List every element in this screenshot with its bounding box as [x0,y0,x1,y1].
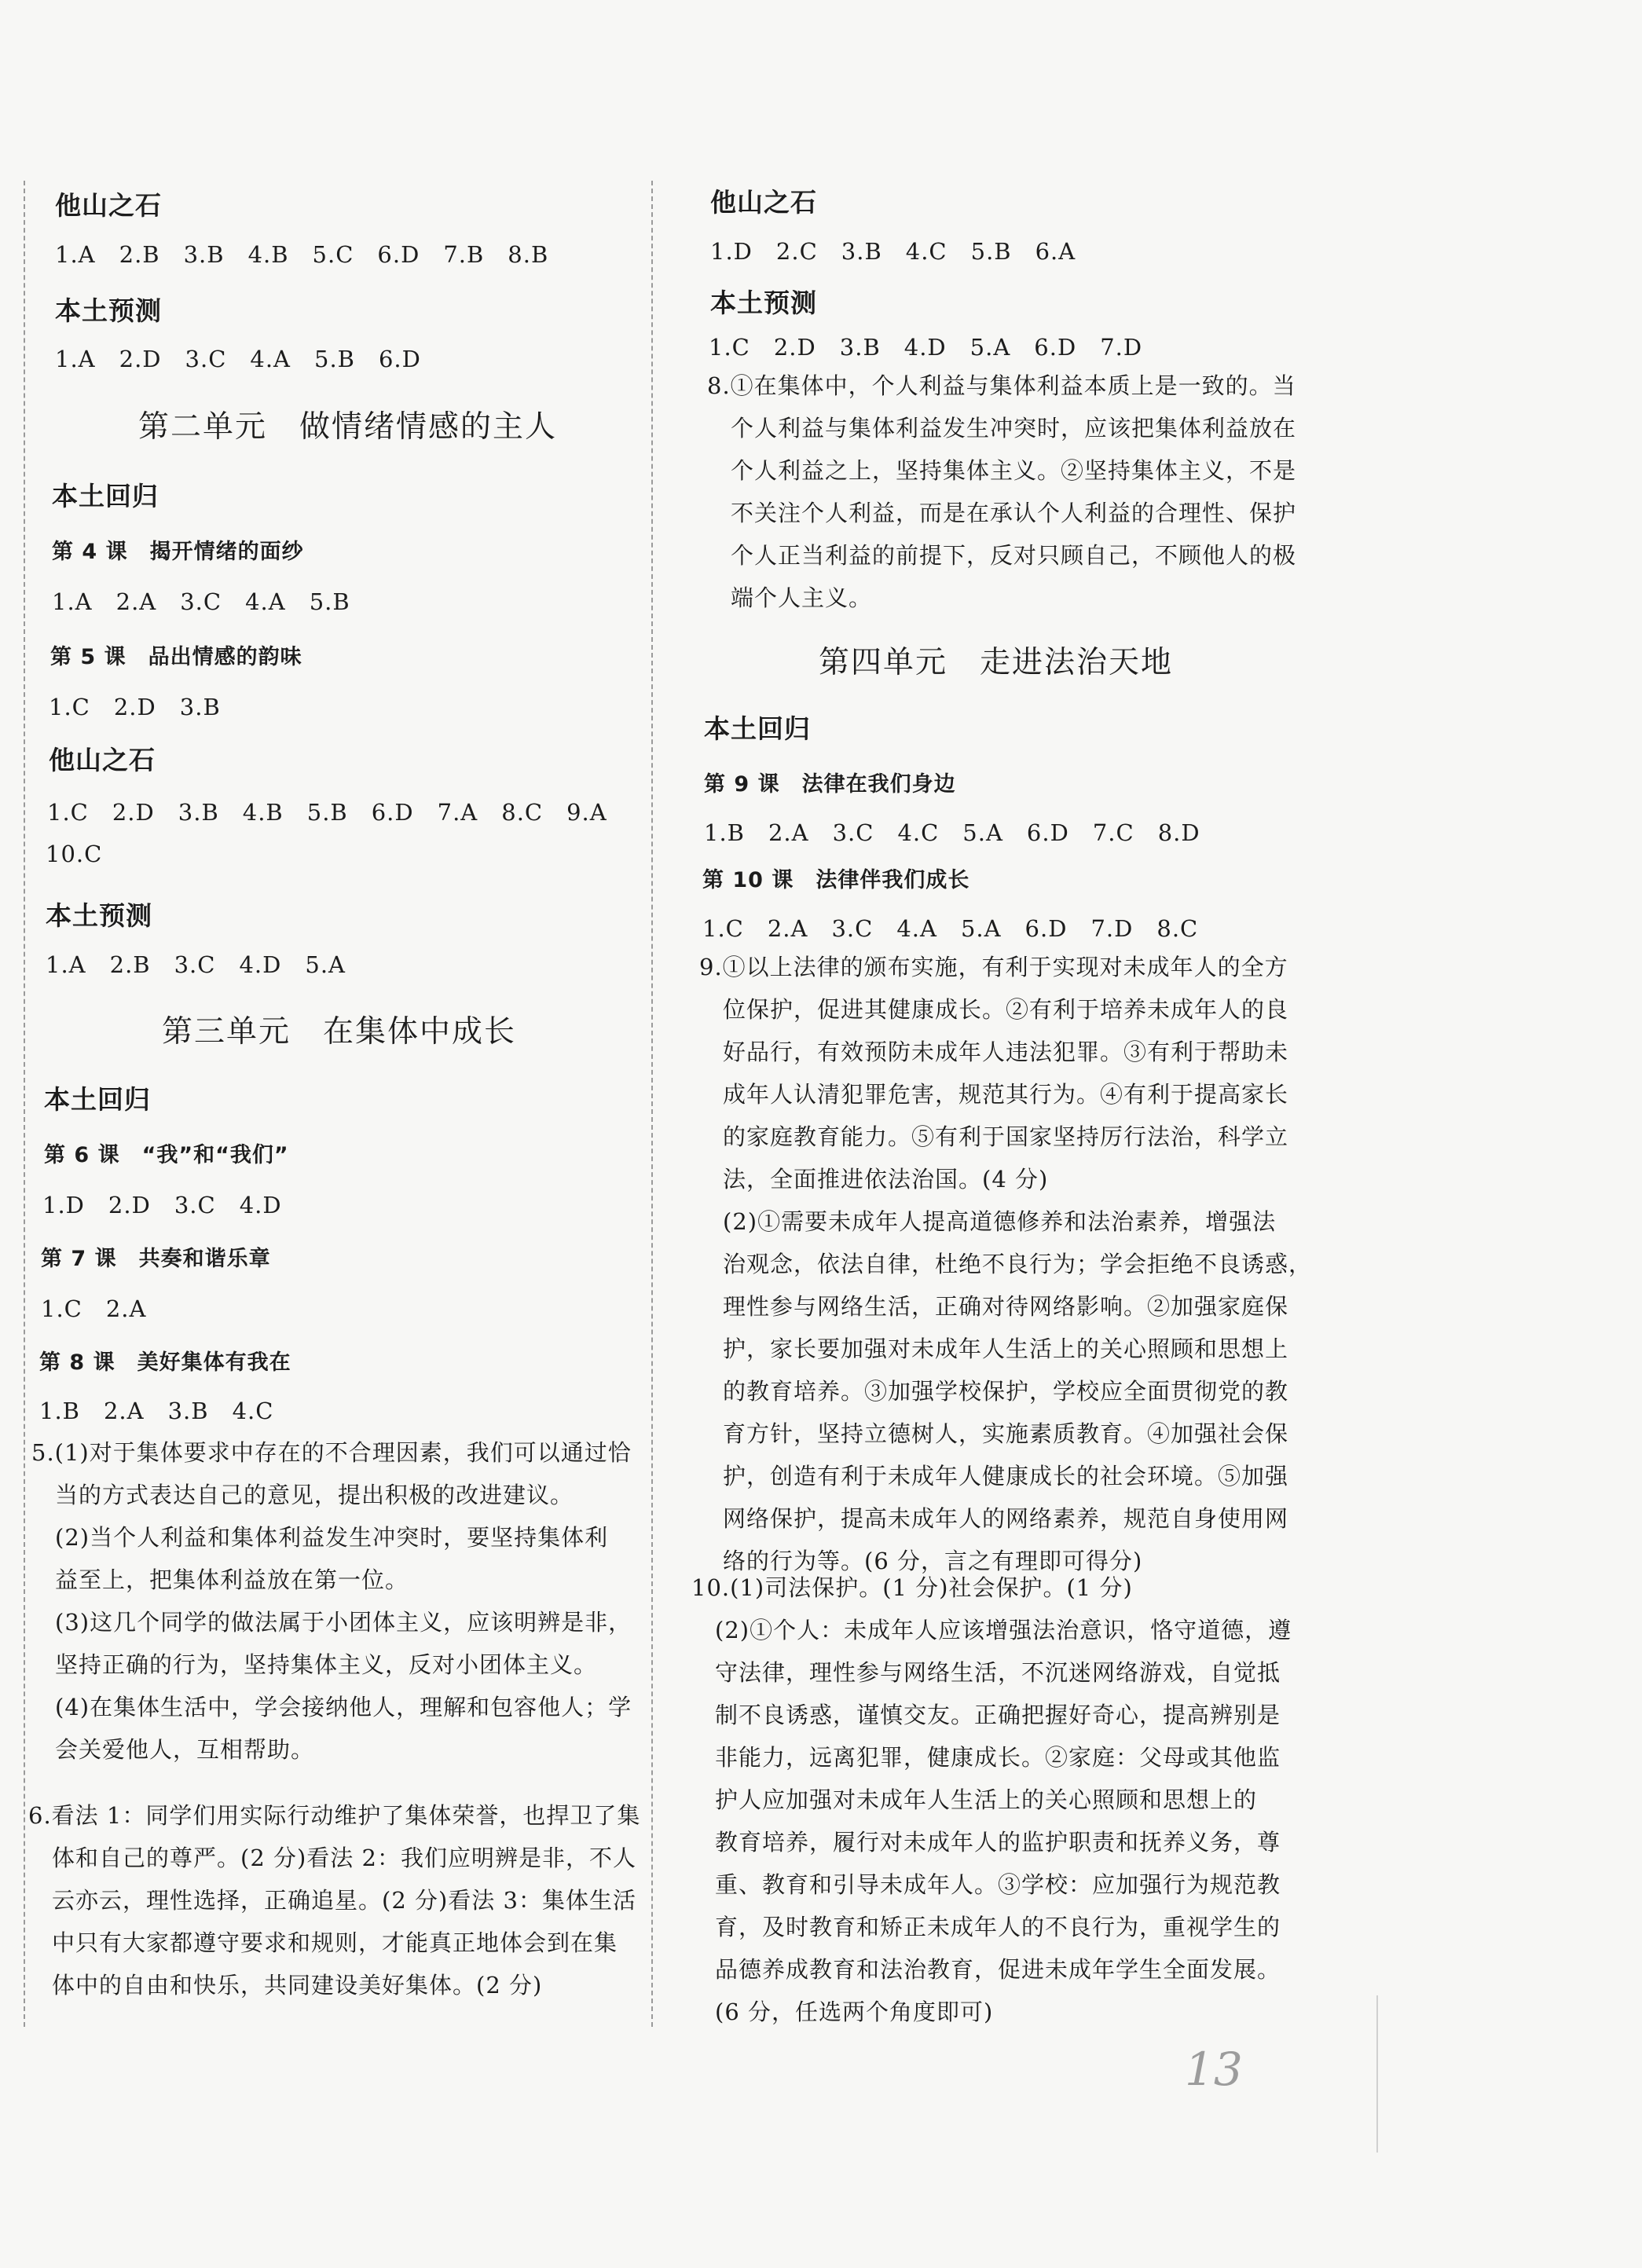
section-heading: 本土回归 [704,713,811,744]
lesson-title: 第 6 课 “我”和“我们” [44,1143,289,1167]
answer-line: 10.C [46,841,103,867]
text-line: 位保护，促进其健康成长。②有利于培养未成年人的良 [699,996,1289,1023]
lesson-title: 第 10 课 法律伴我们成长 [702,868,970,892]
text-line: 重、教育和引导未成年人。③学校：应加强行为规范教 [691,1871,1281,1898]
text-line: 护，家长要加强对未成年人生活上的关心照顾和思想上 [699,1336,1289,1362]
text-line: 理性参与网络生活，正确对待网络影响。②加强家庭保 [699,1293,1289,1320]
answer-line: 1.C 2.A 3.C 4.A 5.A 6.D 7.D 8.C [702,915,1199,942]
text-line: 制不良诱惑，谨慎交友。正确把握好奇心，提高辨别是 [691,1702,1281,1728]
answer-line: 1.C 2.A [41,1295,147,1322]
answer-line: 1.D 2.C 3.B 4.C 5.B 6.A [710,238,1076,265]
unit-title: 第四单元 走进法治天地 [819,645,1174,680]
text-line: 中只有大家都遵守要求和规则，才能真正地体会到在集 [28,1929,618,1956]
answer-line: 1.A 2.B 3.C 4.D 5.A [46,951,346,978]
answer-line: 1.D 2.D 3.C 4.D [42,1192,282,1218]
answer-line: 1.C 2.D 3.B 4.D 5.A 6.D 7.D [709,334,1143,361]
text-line: 非能力，远离犯罪，健康成长。②家庭：父母或其他监 [691,1744,1281,1771]
text-line: 成年人认清犯罪危害，规范其行为。④有利于提高家长 [699,1081,1289,1108]
text-line: 教育培养，履行对未成年人的监护职责和抚养义务，尊 [691,1829,1281,1856]
text-line: 益至上，把集体利益放在第一位。 [31,1566,409,1593]
answer-line: 1.B 2.A 3.C 4.C 5.A 6.D 7.C 8.D [704,819,1200,846]
text-line: 10.(1)司法保护。(1 分)社会保护。(1 分) [691,1574,1133,1601]
lesson-title: 第 4 课 揭开情绪的面纱 [52,540,304,564]
text-line: 不关注个人利益，而是在承认个人利益的合理性、保护 [707,500,1297,526]
text-line: 网络保护，提高未成年人的网络素养，规范自身使用网 [699,1505,1289,1532]
text-line: 6.看法 1：同学们用实际行动维护了集体荣誉，也捍卫了集 [28,1802,641,1829]
column-divider [651,181,653,2027]
text-line: 坚持正确的行为，坚持集体主义，反对小团体主义。 [31,1651,598,1678]
text-line: 会关爱他人，互相帮助。 [31,1736,315,1763]
text-line: 体中的自由和快乐，共同建设美好集体。(2 分) [28,1972,543,1999]
section-heading: 他山之石 [55,190,162,221]
text-line: 守法律，理性参与网络生活，不沉迷网络游戏，自觉抵 [691,1659,1281,1686]
unit-title: 第三单元 在集体中成长 [162,1014,517,1050]
text-line: 络的行为等。(6 分，言之有理即可得分) [699,1548,1143,1574]
text-line: 护，创造有利于未成年人健康成长的社会环境。⑤加强 [699,1463,1289,1489]
right-margin-line [1376,1995,1378,2153]
text-line: 育，及时教育和矫正未成年人的不良行为，重视学生的 [691,1914,1281,1940]
left-margin-divider [24,181,25,2027]
text-line: (6 分，任选两个角度即可) [691,1999,994,2025]
text-line: 当的方式表达自己的意见，提出积极的改进建议。 [31,1482,574,1508]
text-line: 的教育培养。③加强学校保护，学校应全面贯彻党的教 [699,1378,1289,1405]
text-line: 8.①在集体中，个人利益与集体利益本质上是一致的。当 [707,372,1296,399]
text-line: (2)①需要未成年人提高道德修养和法治素养，增强法 [699,1208,1277,1235]
text-line: 护人应加强对未成年人生活上的关心照顾和思想上的 [691,1786,1258,1813]
section-heading: 本土回归 [44,1084,151,1115]
text-line: 体和自己的尊严。(2 分)看法 2：我们应明辨是非，不人 [28,1845,636,1871]
text-line: (4)在集体生活中，学会接纳他人，理解和包容他人；学 [31,1694,632,1720]
lesson-title: 第 8 课 美好集体有我在 [39,1350,291,1375]
text-line: 5.(1)对于集体要求中存在的不合理因素，我们可以通过恰 [31,1439,632,1466]
section-heading: 本土预测 [710,288,817,318]
text-line: (3)这几个同学的做法属于小团体主义，应该明辨是非， [31,1609,632,1636]
text-line: 的家庭教育能力。⑤有利于国家坚持厉行法治，科学立 [699,1123,1289,1150]
text-line: 个人正当利益的前提下，反对只顾自己，不顾他人的极 [707,542,1297,569]
question-8-answer [707,365,1351,619]
section-heading: 本土预测 [46,900,152,931]
answer-line: 1.C 2.D 3.B 4.B 5.B 6.D 7.A 8.C 9.A [47,799,607,826]
text-line: 个人利益之上，坚持集体主义。②坚持集体主义，不是 [707,457,1297,484]
answer-line: 1.A 2.A 3.C 4.A 5.B [52,588,350,615]
page-number: 13 [1185,2043,1243,2096]
section-heading: 本土预测 [55,295,162,326]
section-heading: 本土回归 [52,481,159,511]
lesson-title: 第 7 课 共奏和谐乐章 [41,1247,271,1271]
answer-line: 1.C 2.D 3.B [49,694,221,720]
answer-line: 1.A 2.B 3.B 4.B 5.C 6.D 7.B 8.B [55,241,549,268]
text-line: (2)①个人：未成年人应该增强法治意识，恪守道德，遵 [691,1617,1292,1643]
text-line: 好品行，有效预防未成年人违法犯罪。③有利于帮助未 [699,1039,1289,1065]
lesson-title: 第 9 课 法律在我们身边 [704,772,956,797]
section-heading: 他山之石 [49,745,156,775]
text-line: 治观念，依法自律，杜绝不良行为；学会拒绝不良诱惑， [699,1251,1313,1277]
text-line: 9.①以上法律的颁布实施，有利于实现对未成年人的全方 [699,954,1288,980]
text-line: 个人利益与集体利益发生冲突时，应该把集体利益放在 [707,415,1297,442]
question-9-answer [699,946,1351,1582]
lesson-title: 第 5 课 品出情感的韵味 [50,645,302,669]
question-10-answer [691,1566,1351,2033]
question-6-answer [28,1794,644,2006]
text-line: 育方针，坚持立德树人，实施素质教育。④加强社会保 [699,1420,1289,1447]
section-heading: 他山之石 [710,187,817,218]
unit-title: 第二单元 做情绪情感的主人 [138,409,558,445]
text-line: 品德养成教育和法治教育，促进未成年学生全面发展。 [691,1956,1281,1983]
text-line: 端个人主义。 [707,584,873,611]
question-5-answer [31,1431,644,1771]
text-line: 云亦云，理性选择，正确追星。(2 分)看法 3：集体生活 [28,1887,636,1914]
answer-line: 1.A 2.D 3.C 4.A 5.B 6.D [55,346,421,372]
answer-line: 1.B 2.A 3.B 4.C [39,1398,274,1424]
text-line: 法，全面推进依法治国。(4 分) [699,1166,1049,1193]
text-line: (2)当个人利益和集体利益发生冲突时，要坚持集体利 [31,1524,609,1551]
